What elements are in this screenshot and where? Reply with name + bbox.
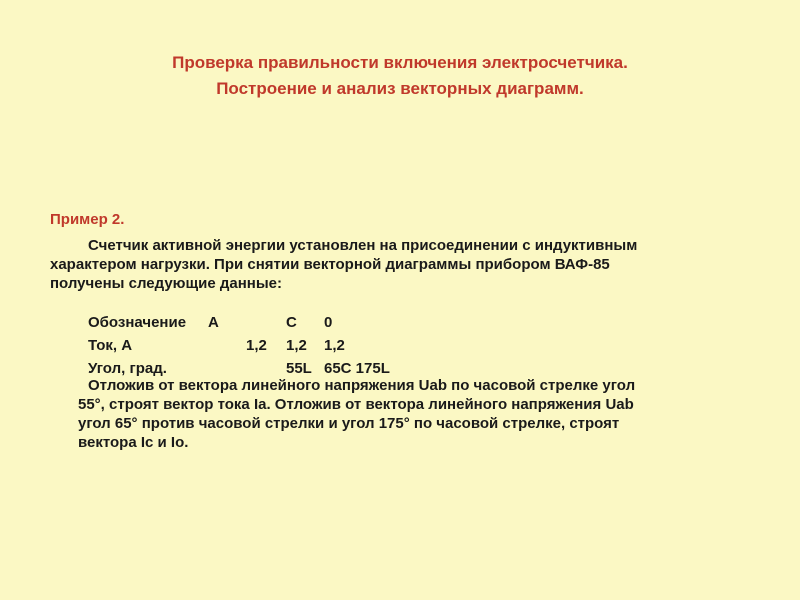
table-cell: 65С 175L <box>324 360 390 377</box>
statement-line-1: Счетчик активной энергии установлен на присоединении с индуктивным <box>88 237 638 254</box>
table-cell: Обозначение <box>88 314 187 331</box>
table-cell: 1,2 <box>324 337 345 354</box>
table-cell: А <box>208 314 219 331</box>
solution-text <box>78 376 635 452</box>
table-cell: Ток, А <box>88 337 133 354</box>
statement-line-3: получены следующие данные: <box>50 275 283 292</box>
statement-line-2: характером нагрузки. При снятии векторной диаграммы прибором ВАФ-85 <box>50 256 610 273</box>
table-cell: 1,2 <box>246 337 267 354</box>
solution-line-1: Отложив от вектора линейного напряжения Uab по часовой стрелке угол <box>88 377 636 394</box>
table-cell: 1,2 <box>286 337 307 354</box>
table-cell: С <box>286 314 297 331</box>
title-line-2: Построение и анализ векторных диаграмм. <box>216 79 584 98</box>
table-cell: 55L <box>286 360 312 377</box>
table-cell: Угол, град. <box>88 360 167 377</box>
problem-statement <box>50 236 760 293</box>
solution-line-2: 55°, строят вектор тока Ia. Отложив от вектора линейного напряжения Uab <box>78 396 634 413</box>
solution-line-4: вектора Ic и Io. <box>78 434 189 451</box>
title-line-1: Проверка правильности включения электросчетчика. <box>172 53 628 72</box>
slide-title <box>0 50 800 102</box>
solution-line-3: угол 65° против часовой стрелки и угол 175° по часовой стрелке, строят <box>78 415 620 432</box>
example-label: Пример 2. <box>50 211 125 228</box>
table-cell: 0 <box>324 314 333 331</box>
